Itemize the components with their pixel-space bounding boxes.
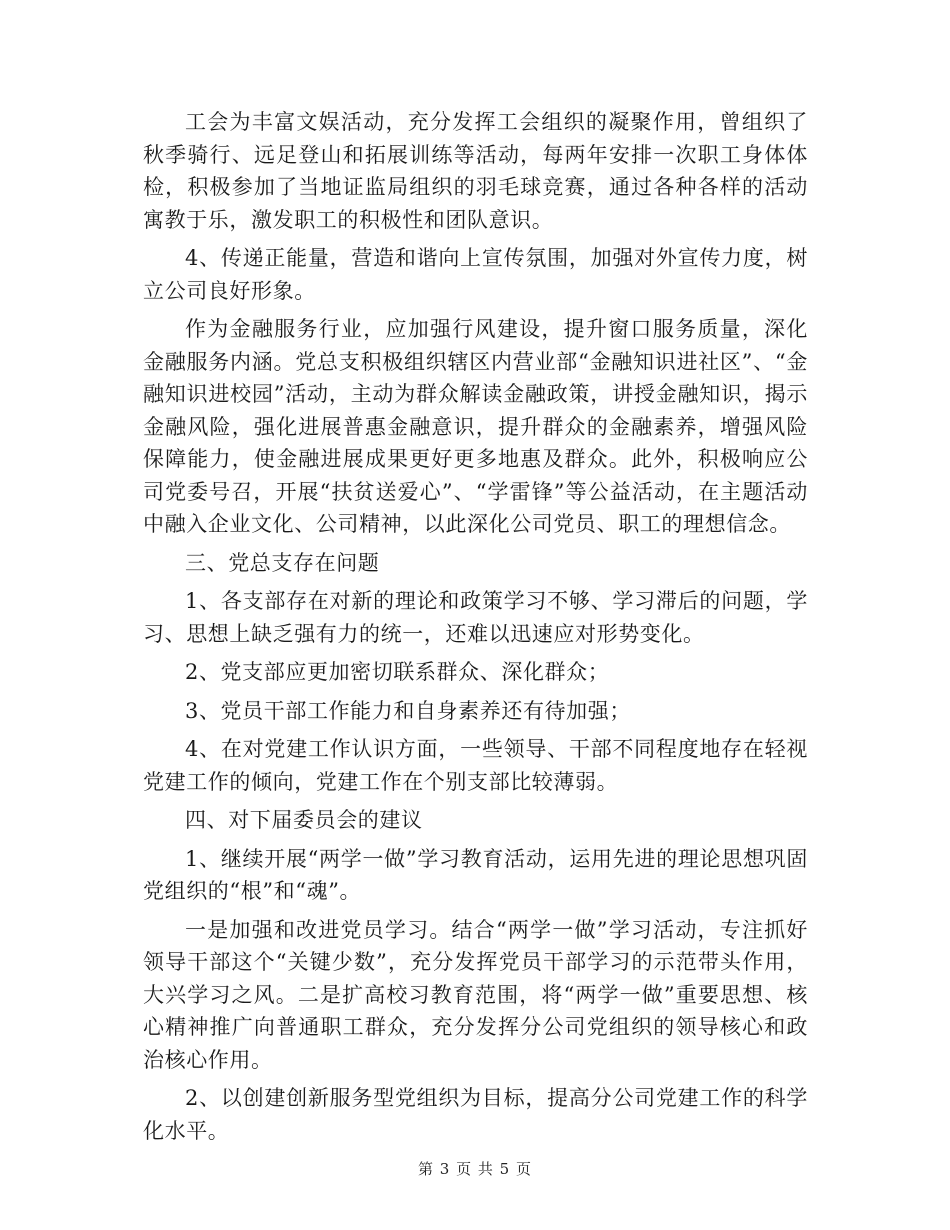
paragraph-problem-1: 1、各支部存在对新的理论和政策学习不够、学习滞后的问题，学习、思想上缺乏强有力的统一，还难以迅速应对形势变化。: [143, 589, 808, 646]
paragraph-financial-services: 作为金融服务行业，应加强行风建设，提升窗口服务质量，深化金融服务内涵。党总支积极组织辖区内营业部“金融知识进社区”、“金融知识进校园”活动，主动为群众解读金融政策，讲授金融知识，揭示金融风险，强化进展普惠金融意识，提升群众的金融素养，增强风险保障能力，使金融进展成果更好更多地惠及群众。此外，积极响应公司党委号召，开展“扶贫送爱心”、“学雷锋”等公益活动，在主题活动中融入企业文化、公司精神，以此深化公司党员、职工的理想信念。: [143, 317, 808, 536]
page-number-footer: 第 3 页 共 5 页: [418, 1160, 532, 1178]
paragraph-suggestion-2: 2、以创建创新服务型党组织为目标，提高分公司党建工作的科学化水平。: [143, 1086, 808, 1143]
paragraph-problem-4: 4、在对党建工作认识方面，一些领导、干部不同程度地存在轻视党建工作的倾向，党建工作在个别支部比较薄弱。: [143, 737, 808, 794]
paragraph-problem-3: 3、党员干部工作能力和自身素养还有待加强；: [185, 698, 631, 723]
paragraph-problem-2: 2、党支部应更加密切联系群众、深化群众；: [185, 660, 610, 684]
section-heading-problems: 三、党总支存在问题: [185, 550, 380, 575]
paragraph-union-activities: 工会为丰富文娱活动，充分发挥工会组织的凝聚作用，曾组织了秋季骑行、远足登山和拓展训练等活动，每两年安排一次职工身体体检，积极参加了当地证监局组织的羽毛球竞赛，通过各种各样的活动寓教于乐，激发职工的积极性和团队意识。: [143, 110, 808, 232]
section-heading-suggestions: 四、对下届委员会的建议: [185, 808, 423, 832]
paragraph-positive-energy: 4、传递正能量，营造和谐向上宣传氛围，加强对外宣传力度，树立公司良好形象。: [143, 246, 808, 303]
document-page: [143, 106, 808, 1143]
paragraph-suggestion-1-detail: 一是加强和改进党员学习。结合“两学一做”学习活动，专注抓好领导干部这个“关键少数”，充分发挥党员干部学习的示范带头作用，大兴学习之风。二是扩高校习教育范围，将“两学一做”重要思想、核心精神推广向普通职工群众，充分发挥分公司党组织的领导核心和政治核心作用。: [143, 917, 808, 1072]
paragraph-suggestion-1: 1、继续开展“两学一做”学习教育活动，运用先进的理论思想巩固党组织的“根”和“魂”。: [143, 846, 808, 903]
